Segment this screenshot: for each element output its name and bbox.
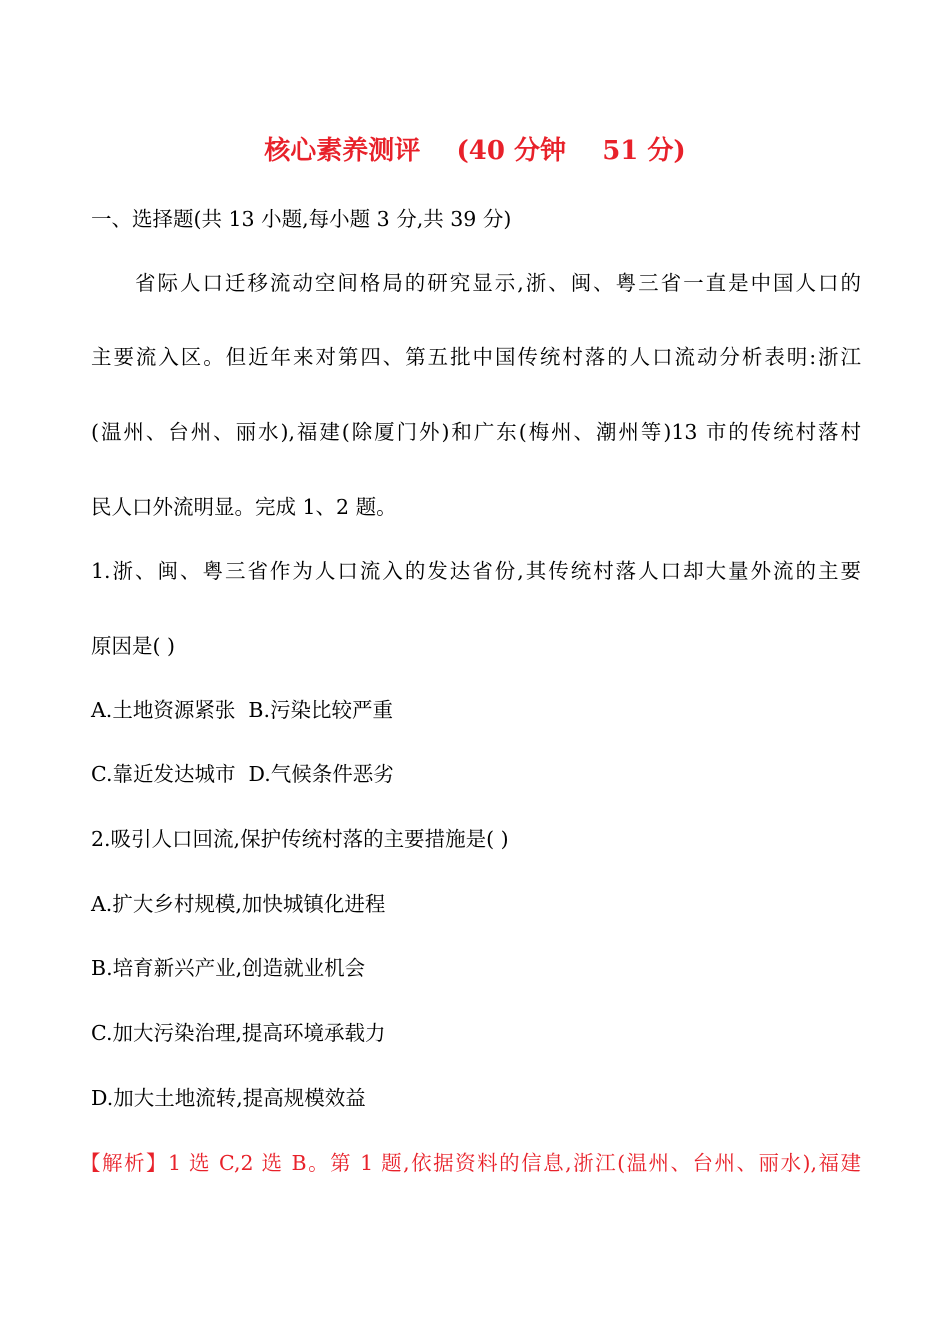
question-1-options-row-2 — [91, 761, 394, 787]
passage-line-4: 民人口外流明显。完成 1、2 题。 — [91, 495, 397, 519]
analysis-label: 【解析】 — [80, 1151, 168, 1175]
question-2-stem: 2.吸引人口回流,保护传统村落的主要措施是( ) — [91, 827, 509, 851]
analysis-line — [80, 1150, 861, 1176]
question-2-option-b[interactable]: B.培育新兴产业,创造就业机会 — [91, 956, 366, 980]
passage-line-3: (温州、台州、丽水),福建(除厦门外)和广东(梅州、潮州等)13 市的传统村落村 — [91, 420, 861, 444]
passage-line-1: 省际人口迁移流动空间格局的研究显示,浙、闽、粤三省一直是中国人口的 — [135, 271, 861, 295]
question-1-options-row-1 — [91, 697, 393, 723]
section-heading: 一、选择题(共 13 小题,每小题 3 分,共 39 分) — [91, 207, 512, 231]
question-1-stem-line-2: 原因是( ) — [91, 634, 176, 658]
page-title: 核心素养测评 (40 分钟 51 分) — [264, 136, 686, 166]
question-1-option-d[interactable]: D.气候条件恶劣 — [248, 762, 394, 786]
passage-line-2: 主要流入区。但近年来对第四、第五批中国传统村落的人口流动分析表明:浙江 — [91, 345, 861, 369]
question-1-option-c[interactable]: C.靠近发达城市 — [91, 762, 236, 786]
analysis-text: 1 选 C,2 选 B。第 1 题,依据资料的信息,浙江(温州、台州、丽水),福建 — [167, 1151, 861, 1175]
question-1-stem-line-1: 1.浙、闽、粤三省作为人口流入的发达省份,其传统村落人口却大量外流的主要 — [91, 559, 861, 583]
question-2-option-d[interactable]: D.加大土地流转,提高规模效益 — [91, 1086, 366, 1110]
question-1-option-a[interactable]: A.土地资源紧张 — [91, 698, 236, 722]
question-2-option-c[interactable]: C.加大污染治理,提高环境承载力 — [91, 1021, 386, 1045]
question-2-option-a[interactable]: A.扩大乡村规模,加快城镇化进程 — [91, 892, 386, 916]
question-1-option-b[interactable]: B.污染比较严重 — [248, 698, 393, 722]
